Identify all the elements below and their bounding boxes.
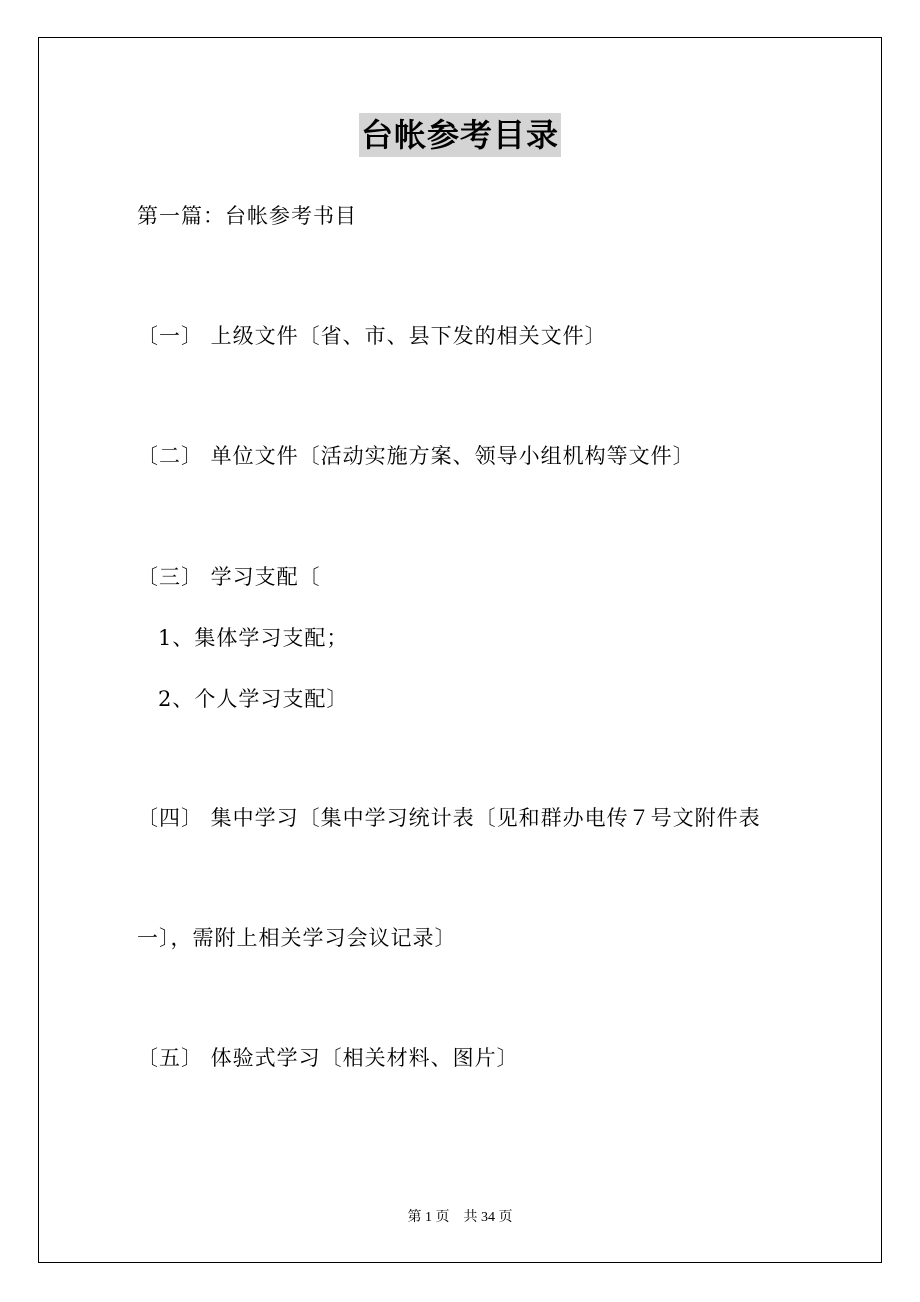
heading-line: 第一篇：台帐参考书目 bbox=[137, 204, 357, 228]
list-item: 〔一〕 上级文件〔省、市、县下发的相关文件〕 bbox=[137, 324, 607, 348]
list-item: 〔三〕 学习支配〔 bbox=[137, 565, 321, 589]
sub-list-item: 1、集体学习支配； bbox=[158, 626, 349, 650]
document-title: 台帐参考目录 bbox=[359, 113, 561, 157]
page-footer: 第 1 页 共 34 页 bbox=[407, 1210, 513, 1225]
list-item: 〔五〕 体验式学习〔相关材料、图片〕 bbox=[137, 1046, 519, 1070]
sub-list-item: 2、个人学习支配〕 bbox=[158, 687, 349, 711]
list-item: 〔四〕 集中学习〔集中学习统计表〔见和群办电传７号文附件表 bbox=[137, 806, 761, 830]
list-item-continuation: 一〕，需附上相关学习会议记录〕 bbox=[137, 926, 457, 950]
list-item: 〔二〕 单位文件〔活动实施方案、领导小组机构等文件〕 bbox=[137, 444, 695, 468]
title-container bbox=[0, 113, 920, 157]
